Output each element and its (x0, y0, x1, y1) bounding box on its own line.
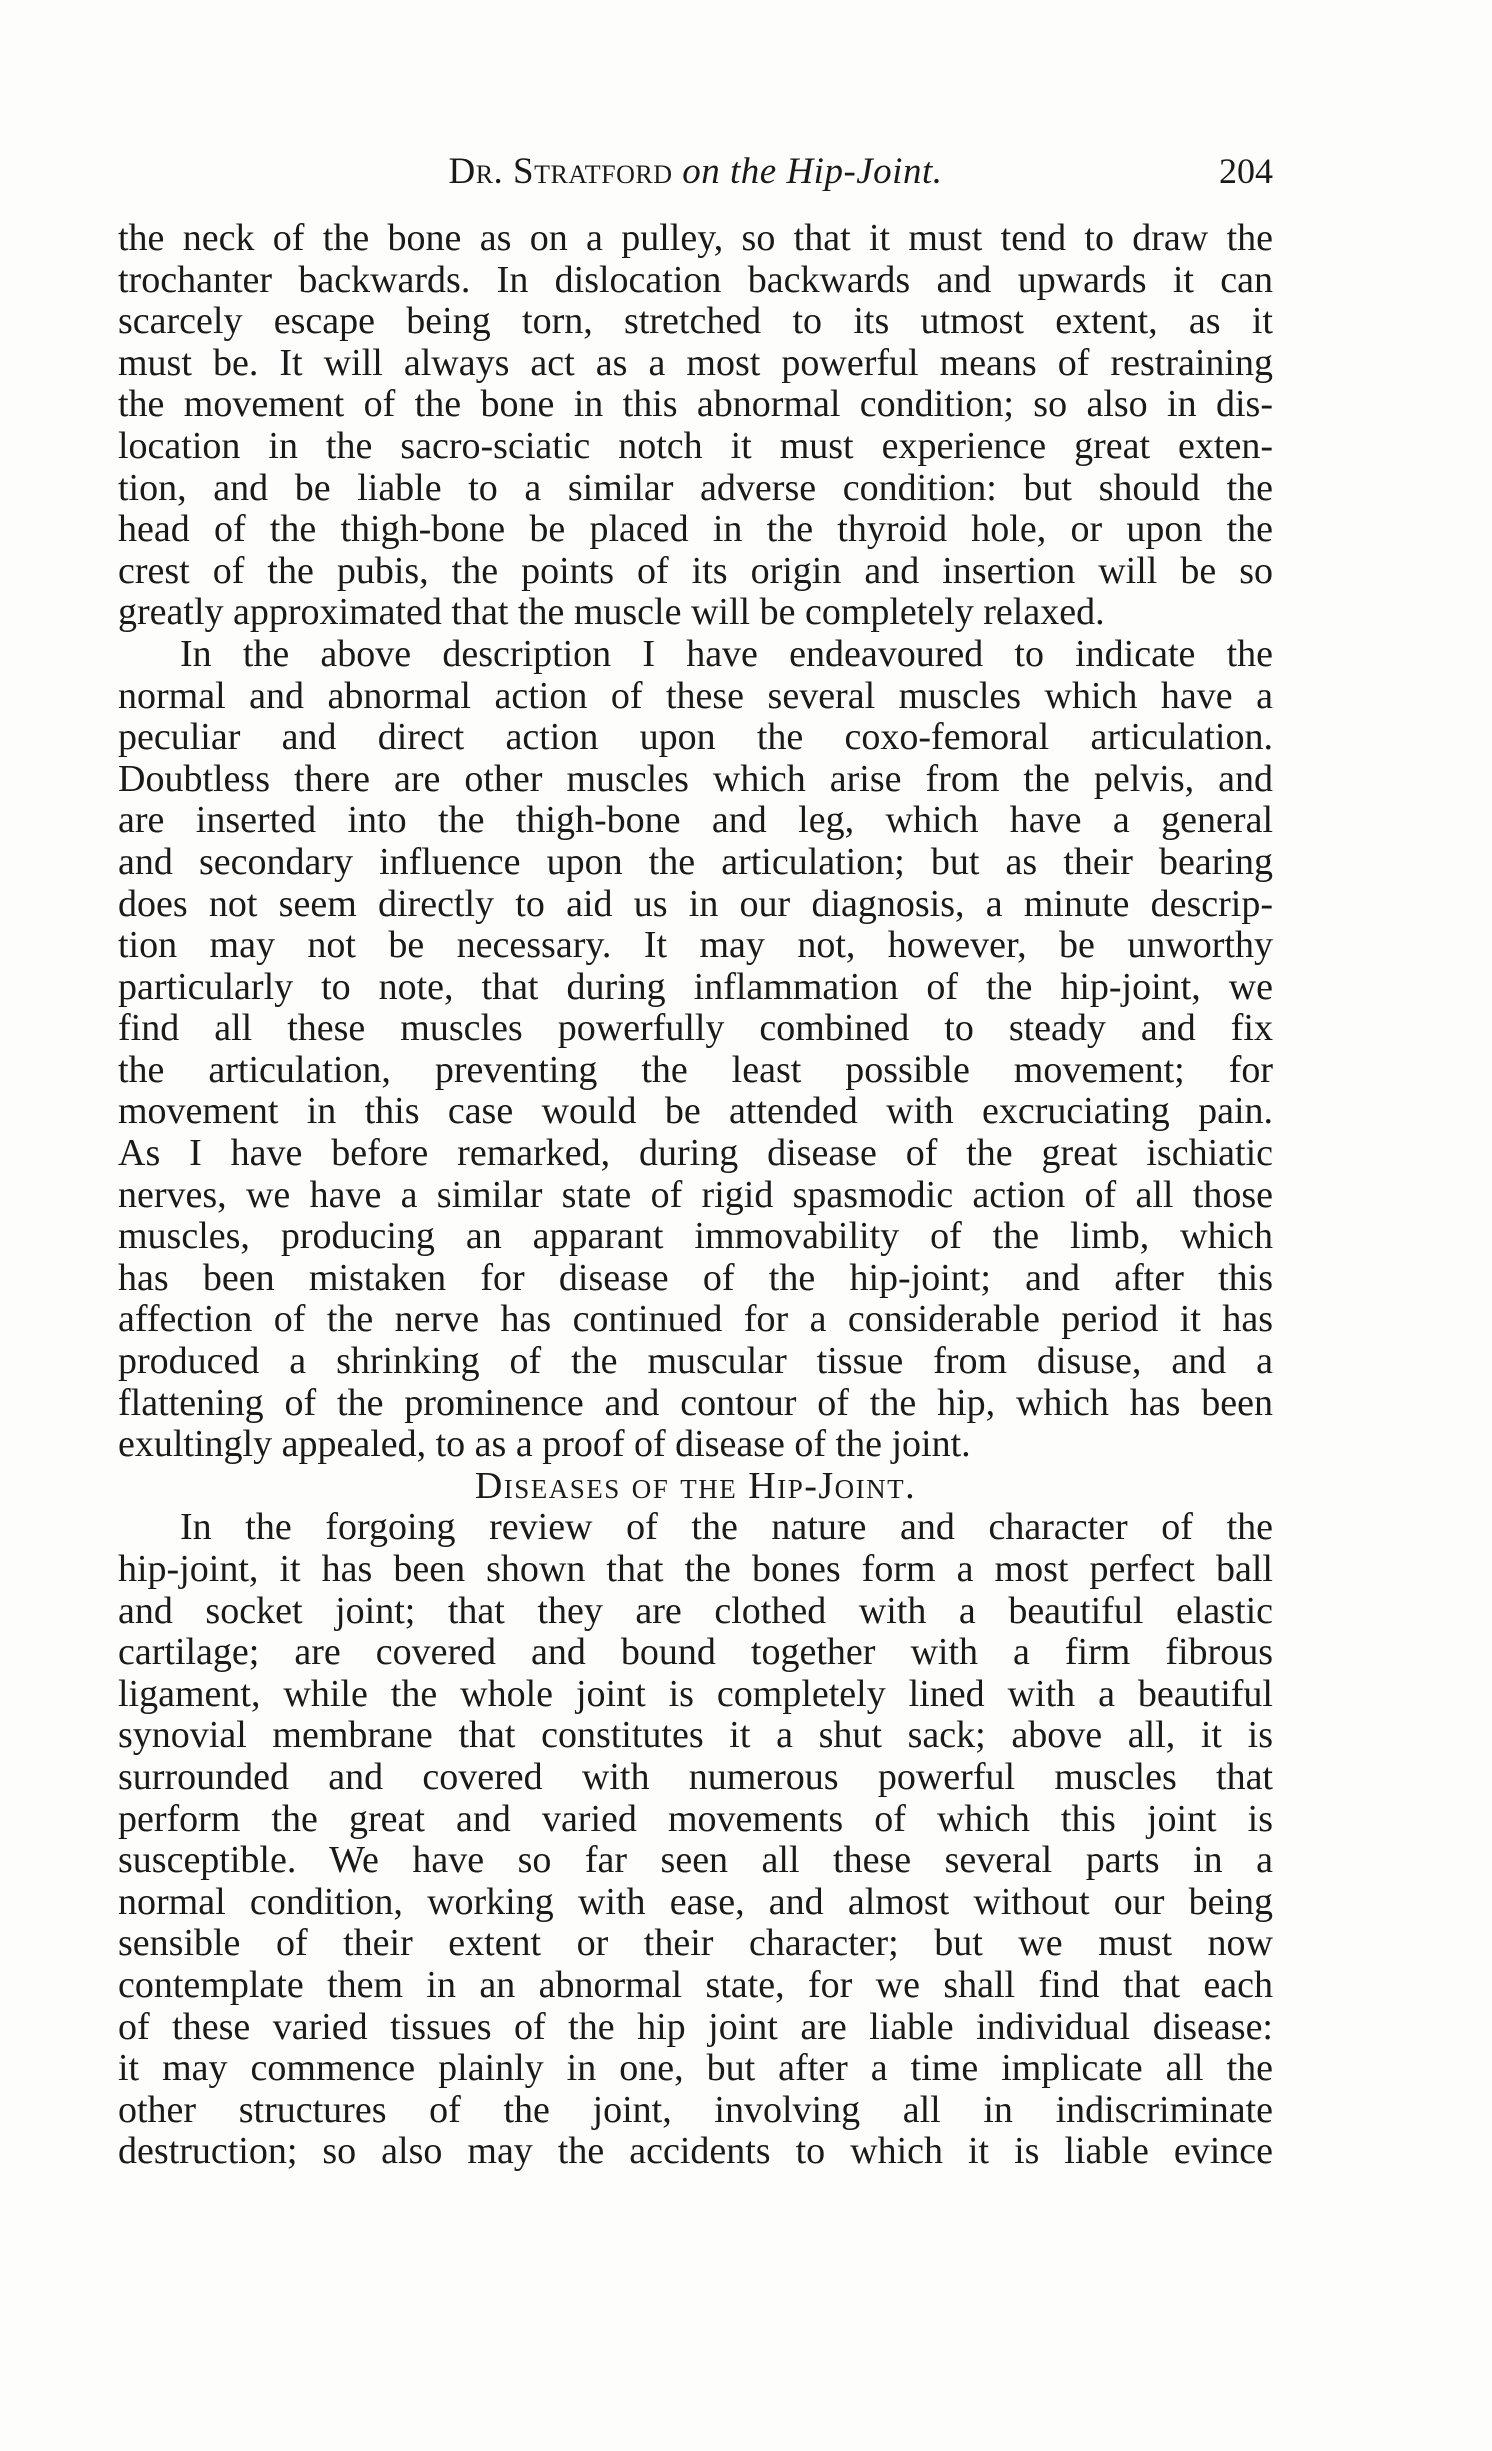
text-line: sensible of their extent or their character; but we must now (118, 1923, 1273, 1965)
text-line: affection of the nerve has continued for a considerable period it has (118, 1299, 1273, 1341)
text-line: crest of the pubis, the points of its origin and insertion will be so (118, 550, 1273, 592)
text-line: flattening of the prominence and contour of the hip, which has been (118, 1382, 1273, 1424)
text-line: As I have before remarked, during disease of the great ischiatic (118, 1133, 1273, 1175)
text-line: are inserted into the thigh-bone and leg, which have a general (118, 800, 1273, 842)
text-line: and socket joint; that they are clothed with a beautiful elastic (118, 1590, 1273, 1632)
text-line: and secondary influence upon the articulation; but as their bearing (118, 841, 1273, 883)
text-line: normal condition, working with ease, and almost without our being (118, 1881, 1273, 1923)
text-line: other structures of the joint, involving all in indiscriminate (118, 2089, 1273, 2131)
text-line: it may commence plainly in one, but after a time implicate all the (118, 2048, 1273, 2090)
text-line: trochanter backwards. In dislocation backwards and upwards it can (118, 259, 1273, 301)
text-line: destruction; so also may the accidents to which it is liable evince (118, 2131, 1273, 2173)
text-line: peculiar and direct action upon the coxo-femoral articulation. (118, 717, 1273, 759)
text-line: location in the sacro-sciatic notch it must experience great exten- (118, 425, 1273, 467)
text-line: of these varied tissues of the hip joint are liable individual disease: (118, 2006, 1273, 2048)
text-line: cartilage; are covered and bound together with a firm fibrous (118, 1632, 1273, 1674)
text-line: nerves, we have a similar state of rigid spasmodic action of all those (118, 1174, 1273, 1216)
text-line: perform the great and varied movements of which this joint is (118, 1798, 1273, 1840)
text-line: Doubtless there are other muscles which arise from the pelvis, and (118, 758, 1273, 800)
section-heading: Diseases of the Hip-Joint. (474, 1465, 917, 1507)
text-line: must be. It will always act as a most powerful means of restraining (118, 342, 1273, 384)
text-line: In the above description I have endeavoured to indicate the (180, 633, 1273, 675)
text-line: the movement of the bone in this abnormal condition; so also in dis- (118, 384, 1273, 426)
text-line: In the forgoing review of the nature and character of the (180, 1507, 1273, 1549)
text-line: surrounded and covered with numerous powerful muscles that (118, 1756, 1273, 1798)
text-line: susceptible. We have so far seen all these several parts in a (118, 1840, 1273, 1882)
page-header (118, 150, 1273, 200)
page-number: 204 (1219, 151, 1273, 191)
text-line: the articulation, preventing the least possible movement; for (118, 1049, 1273, 1091)
running-title-author: Dr. Stratford (448, 151, 673, 192)
text-line: normal and abnormal action of these several muscles which have a (118, 675, 1273, 717)
text-line: hip-joint, it has been shown that the bones form a most perfect ball (118, 1549, 1273, 1590)
text-line: head of the thigh-bone be placed in the thyroid hole, or upon the (118, 509, 1273, 551)
text-line: the neck of the bone as on a pulley, so that it must tend to draw the (118, 218, 1273, 259)
text-line: greatly approximated that the muscle will be completely relaxed. (118, 592, 1105, 634)
text-line: movement in this case would be attended with excruciating pain. (118, 1091, 1273, 1133)
text-line: exultingly appealed, to as a proof of disease of the joint. (118, 1424, 971, 1466)
text-line: does not seem directly to aid us in our diagnosis, a minute descrip- (118, 883, 1273, 925)
running-title-connector: on the (682, 151, 777, 192)
text-line: ligament, while the whole joint is completely lined with a beautiful (118, 1673, 1273, 1715)
text-line: synovial membrane that constitutes it a shut sack; above all, it is (118, 1715, 1273, 1757)
running-title (118, 150, 1273, 193)
text-line: scarcely escape being torn, stretched to its utmost extent, as it (118, 301, 1273, 343)
text-line: tion may not be necessary. It may not, however, be unworthy (118, 925, 1273, 967)
text-line: tion, and be liable to a similar adverse condition: but should the (118, 467, 1273, 509)
text-line: has been mistaken for disease of the hip-joint; and after this (118, 1257, 1273, 1299)
running-title-subject: Hip-Joint. (786, 151, 943, 192)
text-line: produced a shrinking of the muscular tissue from disuse, and a (118, 1341, 1273, 1383)
text-line: particularly to note, that during inflammation of the hip-joint, we (118, 966, 1273, 1008)
text-line: find all these muscles powerfully combined to steady and fix (118, 1008, 1273, 1050)
text-line: contemplate them in an abnormal state, for we shall find that each (118, 1964, 1273, 2006)
body-text (118, 218, 1273, 2173)
text-line: muscles, producing an apparant immovability of the limb, which (118, 1216, 1273, 1258)
